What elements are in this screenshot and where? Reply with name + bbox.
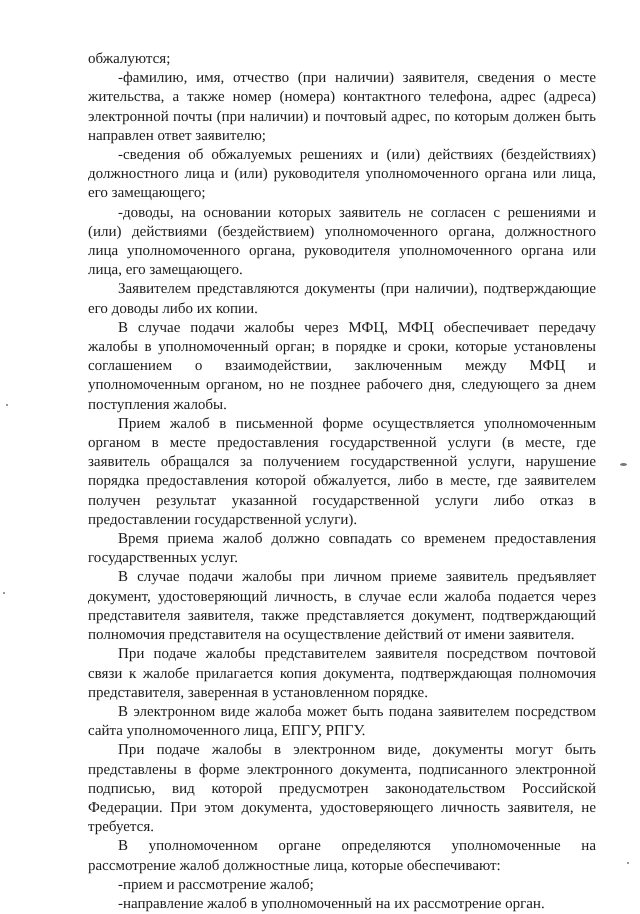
paragraph-arguments: -доводы, на основании которых заявитель не согласен с решениями и (или) действиями (бездействием) уполномоченного органа, должностного лица уполномоченного органа, руководителя уполномоченного органа или лица, его замещающего. [88,204,596,279]
paragraph-officials: В уполномоченном органе определяются уполномоченные на рассмотрение жалоб должностные лица, которые обеспечивают: [88,838,596,874]
scan-speck [620,463,627,466]
paragraph-personal-reception: В случае подачи жалобы при личном приеме заявитель предъявляет документ, удостоверяющий личность, в случае если жалоба подается через представителя заявителя, также представляется документ, подтверждающий полномочия представителя на осуществление действий от имени заявителя. [88,569,596,644]
paragraph-postal: При подаче жалобы представителем заявителя посредством почтовой связи к жалобе прилагается копия документа, подтверждающая полномочия представителя, заверенная в установленном порядке. [88,646,596,701]
paragraph-continuation: обжалуются; [88,51,171,67]
paragraph-appealed-decisions: -сведения об обжалуемых решениях и (или) действиях (бездействиях) должностного лица и (или) руководителя уполномоченного органа или лица, его замещающего; [88,147,596,202]
paragraph-applicant-name: -фамилию, имя, отчество (при наличии) заявителя, сведения о месте жительства, а также номер (номера) контактного телефона, адрес (адреса) электронной почты (при наличии) и почтовый адрес, по которым должен быть направлен ответ заявителю; [88,70,596,144]
scan-speck [3,592,5,594]
paragraph-reception-time: Время приема жалоб должно совпадать со временем предоставления государственных услуг. [88,531,596,567]
document-body [88,50,596,914]
scan-speck [6,404,8,406]
paragraph-electronic-channels: В электронном виде жалоба может быть подана заявителем посредством сайта уполномоченного лица, ЕПГУ, РПГУ. [88,703,596,740]
list-item-forwarding: -направление жалоб в уполномоченный на их рассмотрение орган. [118,895,545,912]
paragraph-documents: Заявителем представляются документы (при наличии), подтверждающие его доводы либо их копии. [88,281,596,317]
paragraph-mfc: В случае подачи жалобы через МФЦ, МФЦ обеспечивает передачу жалобы в уполномоченный орган; в порядке и сроки, которые установлены соглашением о взаимодействии, заключенным между МФЦ и уполномоченным органом, но не позднее рабочего дня, следующего за днем поступления жалобы. [88,319,596,413]
scan-speck [627,862,629,864]
paragraph-electronic-documents: При подаче жалобы в электронном виде, документы могут быть представлены в форме электронного документа, подписанного электронной подписью, вид которой предусмотрен законодательством Российской Федерации. При этом документа, удостоверяющего личность заявителя, не требуется. [88,742,596,836]
list-item-reception: -прием и рассмотрение жалоб; [118,876,314,893]
paragraph-written-form: Прием жалоб в письменной форме осуществляется уполномоченным органом в месте предоставления государственной услуги (в месте, где заявитель обращался за получением государственной услуги, нарушение порядка предоставления которой обжалуется, либо в месте, где заявителем получен результат указанной государственной услуги либо отказ в предоставлении государственной услуги). [88,415,596,528]
